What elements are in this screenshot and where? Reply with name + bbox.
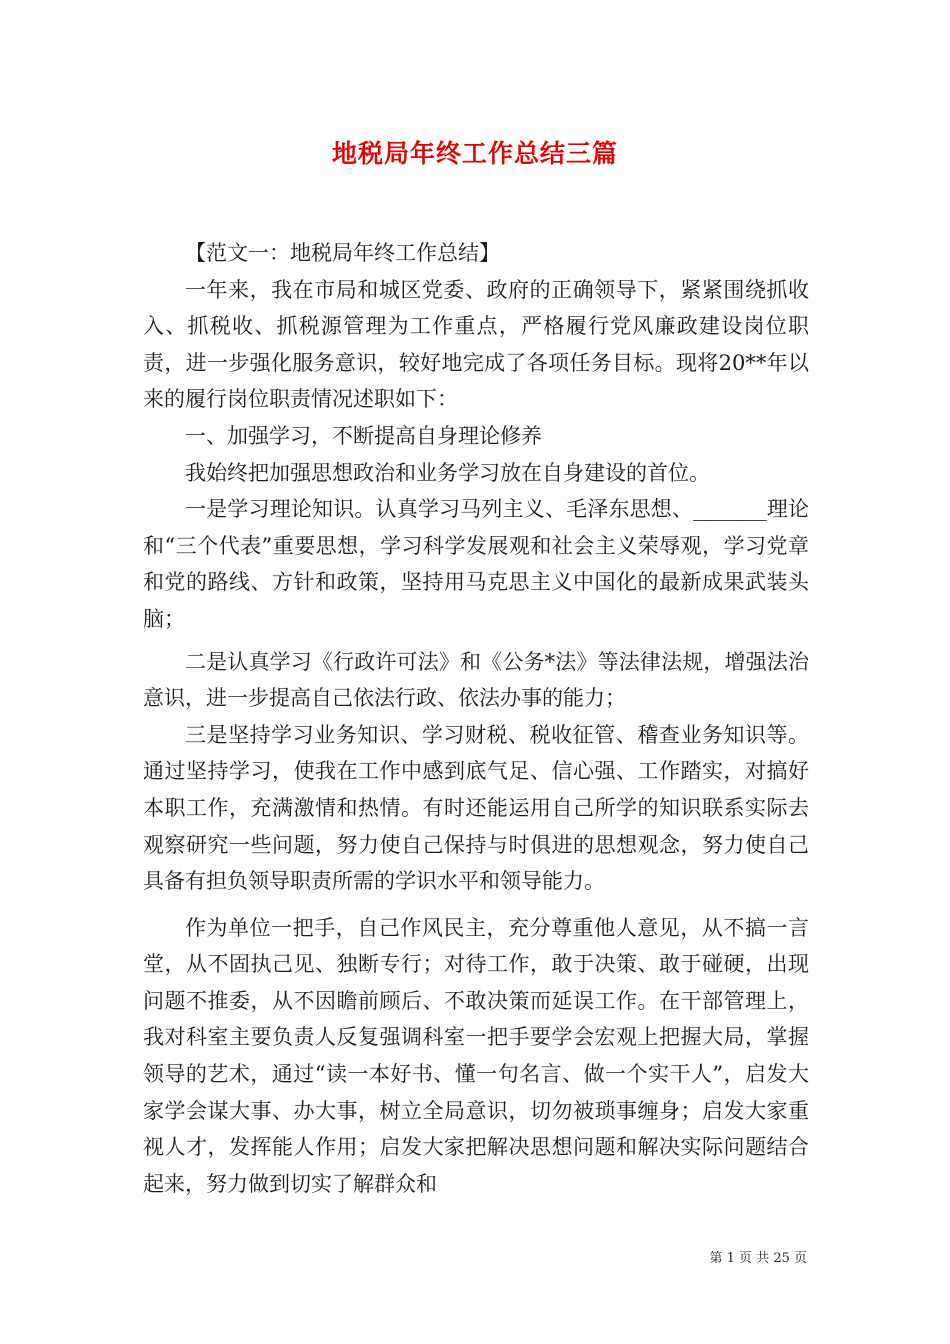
document-title: 地税局年终工作总结三篇 — [331, 139, 618, 168]
paragraph: 我始终把加强思想政治和业务学习放在自身建设的首位。 — [185, 460, 710, 485]
section-heading: 【范文一：地税局年终工作总结】 — [185, 241, 500, 265]
paragraph: 一、加强学习，不断提高自身理论修养 — [185, 423, 542, 448]
paragraph: 一是学习理论知识。认真学习马列主义、毛泽东思想、_______理论和“三个代表”重要思想，学习科学发展观和社会主义荣辱观，学习党章和党的路线、方针和政策，坚持用马克思主义中国化的最新成果武装头脑； — [143, 497, 809, 631]
paragraph: 二是认真学习《行政许可法》和《公务*法》等法律法规，增强法治意识，进一步提高自己依法行政、依法办事的能力； — [143, 649, 809, 711]
document-body — [143, 235, 809, 1202]
paragraph: 作为单位一把手，自己作风民主，充分尊重他人意见，从不搞一言堂，从不固执己见、独断专行；对待工作，敢于决策、敢于碰硬，出现问题不推委，从不因瞻前顾后、不敢决策而延误工作。在干部管理上，我对科室主要负责人反复强调科室一把手要学会宏观上把握大局，掌握领导的艺术，通过“读一本好书、懂一句名言、做一个实干人”，启发大家学会谋大事、办大事，树立全局意识，切勿被琐事缠身；启发大家重视人才，发挥能人作用；启发大家把解决思想问题和解决实际问题结合起来，努力做到切实了解群众和 — [143, 915, 809, 1196]
paragraph: 三是坚持学习业务知识、学习财税、税收征管、稽查业务知识等。通过坚持学习，使我在工作中感到底气足、信心强、工作踏实，对搞好本职工作，充满激情和热情。有时还能运用自己所学的知识联系实际去观察研究一些问题，努力使自己保持与时俱进的思想观念，努力使自己具备有担负领导职责所需的学识水平和领导能力。 — [143, 722, 809, 894]
page-number: 第 1 页 共 25 页 — [709, 1251, 807, 1266]
paragraph: 一年来，我在市局和城区党委、政府的正确领导下，紧紧围绕抓收入、抓税收、抓税源管理为工作重点，严格履行党风廉政建设岗位职责，进一步强化服务意识，较好地完成了各项任务目标。现将20**年以来的履行岗位职责情况述职如下： — [143, 277, 809, 412]
